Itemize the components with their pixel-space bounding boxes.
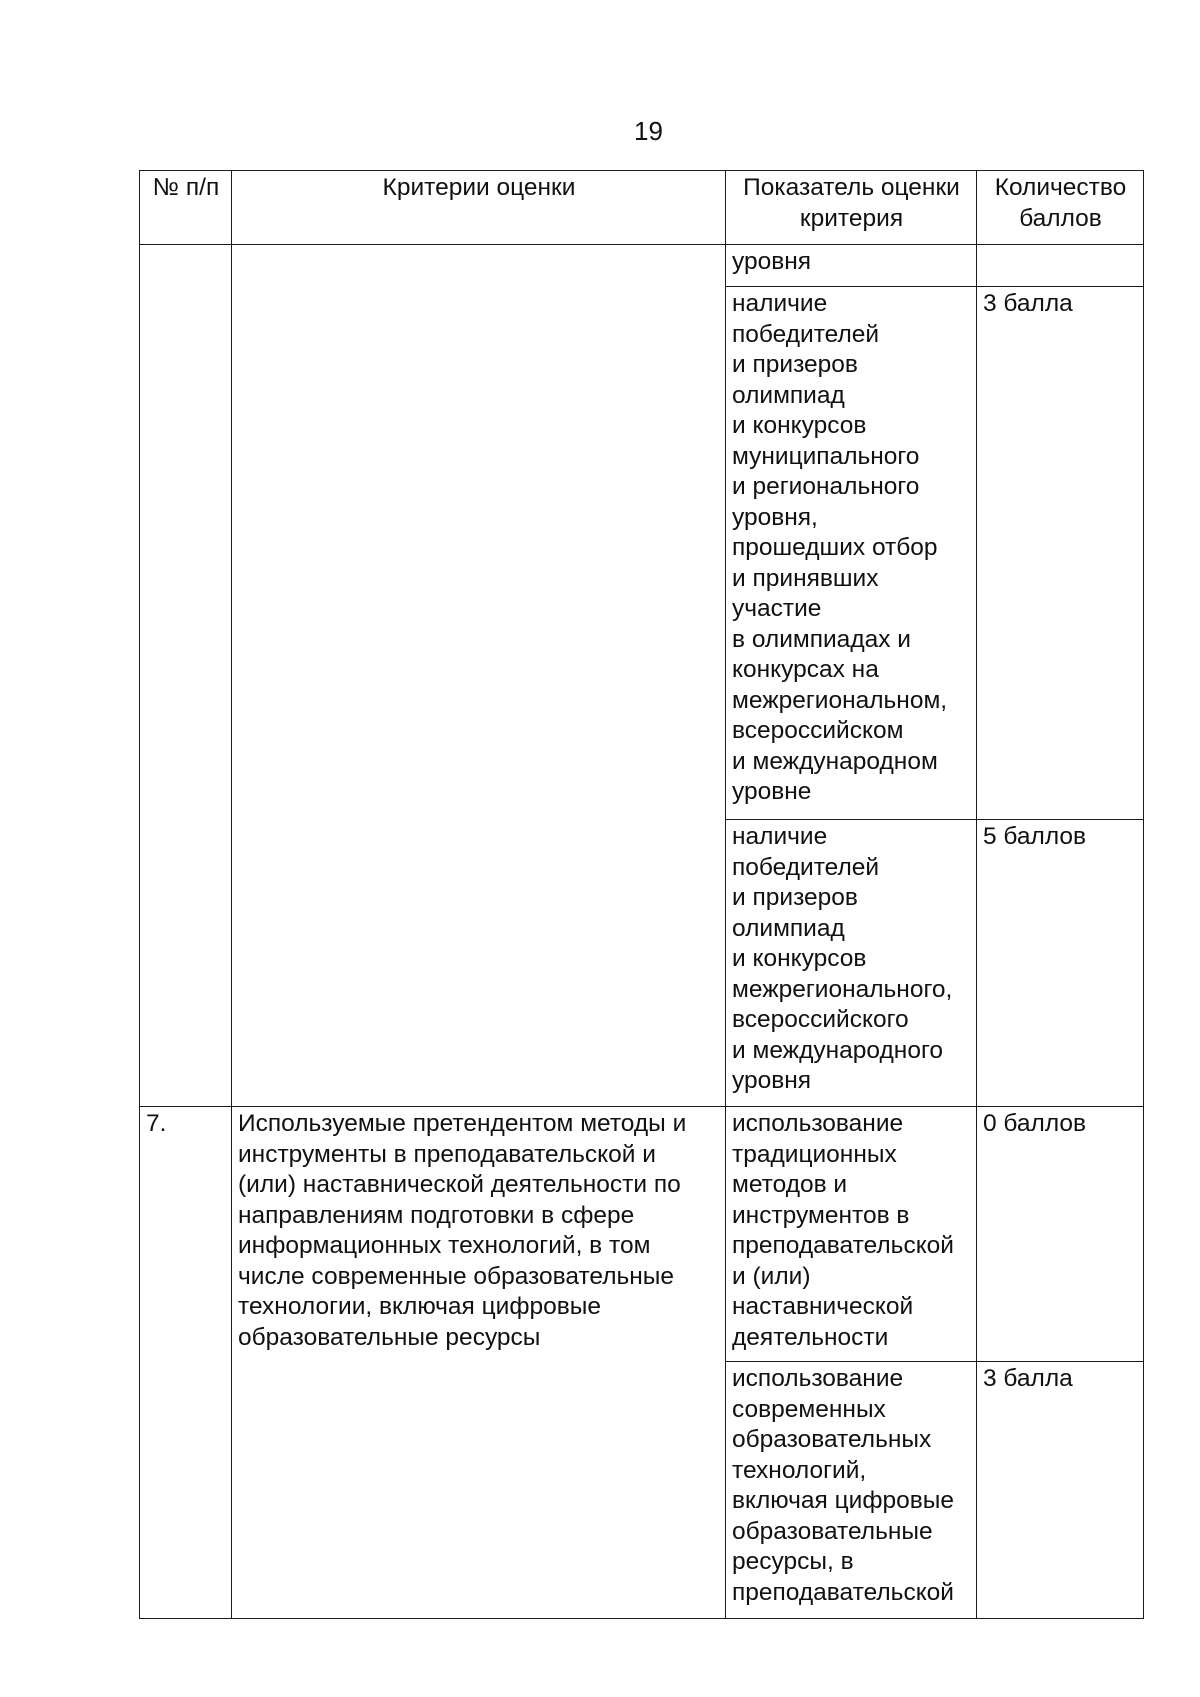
header-criteria: Критерии оценки xyxy=(232,171,726,245)
indicator-line: традиционных xyxy=(732,1140,897,1168)
indicator-line: современных xyxy=(732,1395,886,1423)
indicator-line: уровня, xyxy=(732,503,818,531)
indicator-line: всероссийском xyxy=(732,717,904,744)
indicator-line: участие xyxy=(732,595,822,622)
indicator-line: ресурсы, в xyxy=(732,1548,854,1575)
indicator-line: в олимпиадах и xyxy=(732,625,911,653)
indicator-cell xyxy=(726,820,977,1107)
indicator-line: всероссийского xyxy=(732,1006,909,1033)
indicator-line: наставнической xyxy=(732,1293,914,1320)
header-indicator-line: Показатель оценки xyxy=(743,174,960,201)
indicator-line: образовательных xyxy=(732,1426,932,1453)
indicator-cell xyxy=(726,1107,977,1362)
indicator-line: образовательные xyxy=(732,1517,933,1545)
indicator-cell xyxy=(726,1362,977,1619)
indicator-line: уровне xyxy=(732,778,812,805)
points-cell: 3 балла xyxy=(977,1362,1144,1619)
indicator-line: и регионального xyxy=(732,473,920,500)
indicator-line: инструментов в xyxy=(732,1201,910,1229)
indicator-line: и призеров xyxy=(732,351,858,378)
header-points-line: Количество xyxy=(994,174,1127,201)
points-cell: 0 баллов xyxy=(977,1107,1144,1362)
indicator-line: методов и xyxy=(732,1171,848,1198)
indicator-line: преподавательской xyxy=(732,1578,954,1606)
indicator-line: технологий, xyxy=(732,1456,867,1484)
header-points xyxy=(977,171,1144,245)
indicator-line: уровня xyxy=(732,1067,812,1094)
table-row xyxy=(140,245,1144,287)
indicator-line: прошедших отбор xyxy=(732,534,938,561)
indicator-line: и конкурсов xyxy=(732,412,867,439)
indicator-line: межрегионального, xyxy=(732,975,953,1003)
indicator-line: наличие xyxy=(732,290,828,317)
indicator-line: использование xyxy=(732,1110,904,1137)
indicator-line: олимпиад xyxy=(732,381,845,409)
indicator-line: конкурсах на xyxy=(732,656,879,683)
indicator-line: преподавательской xyxy=(732,1232,954,1259)
indicator-line: победителей xyxy=(732,320,880,348)
points-cell: 3 балла xyxy=(977,287,1144,820)
indicator-line: победителей xyxy=(732,853,880,881)
indicator-line: и призеров xyxy=(732,884,858,911)
indicator-line: включая цифровые xyxy=(732,1487,954,1514)
indicator-line: деятельности xyxy=(732,1323,889,1351)
num-cell xyxy=(140,245,232,1107)
indicator-line: и международного xyxy=(732,1036,943,1064)
indicator-line: наличие xyxy=(732,823,828,850)
table-row xyxy=(140,1107,1144,1362)
indicator-line: и принявших xyxy=(732,564,879,592)
indicator-line: и международном xyxy=(732,747,938,775)
num-cell: 7. xyxy=(140,1107,232,1619)
page-number: 19 xyxy=(634,116,663,146)
indicator-line: уровня xyxy=(732,248,812,275)
indicator-cell xyxy=(726,287,977,820)
header-indicator xyxy=(726,171,977,245)
indicator-line: и (или) xyxy=(732,1262,811,1290)
header-indicator-line: критерия xyxy=(799,204,904,232)
indicator-cell xyxy=(726,245,977,287)
criteria-cell: Используемые претендентом методы и инструменты в преподавательской и (или) наставнической деятельности по направлениям подготовки в сфере информационных технологий, в том числе современные образовательные технологии, включая цифровые образовательные ресурсы xyxy=(232,1107,726,1619)
indicator-line: олимпиад xyxy=(732,914,845,942)
header-num: № п/п xyxy=(140,171,232,245)
header-points-line: баллов xyxy=(1019,204,1102,232)
criteria-table xyxy=(139,170,1144,1619)
points-cell: 5 баллов xyxy=(977,820,1144,1107)
criteria-cell xyxy=(232,245,726,1107)
indicator-line: муниципального xyxy=(732,442,920,470)
indicator-line: и конкурсов xyxy=(732,945,867,972)
indicator-line: межрегиональном, xyxy=(732,686,948,714)
points-cell xyxy=(977,245,1144,287)
table-header-row xyxy=(140,171,1144,245)
indicator-line: использование xyxy=(732,1365,904,1392)
